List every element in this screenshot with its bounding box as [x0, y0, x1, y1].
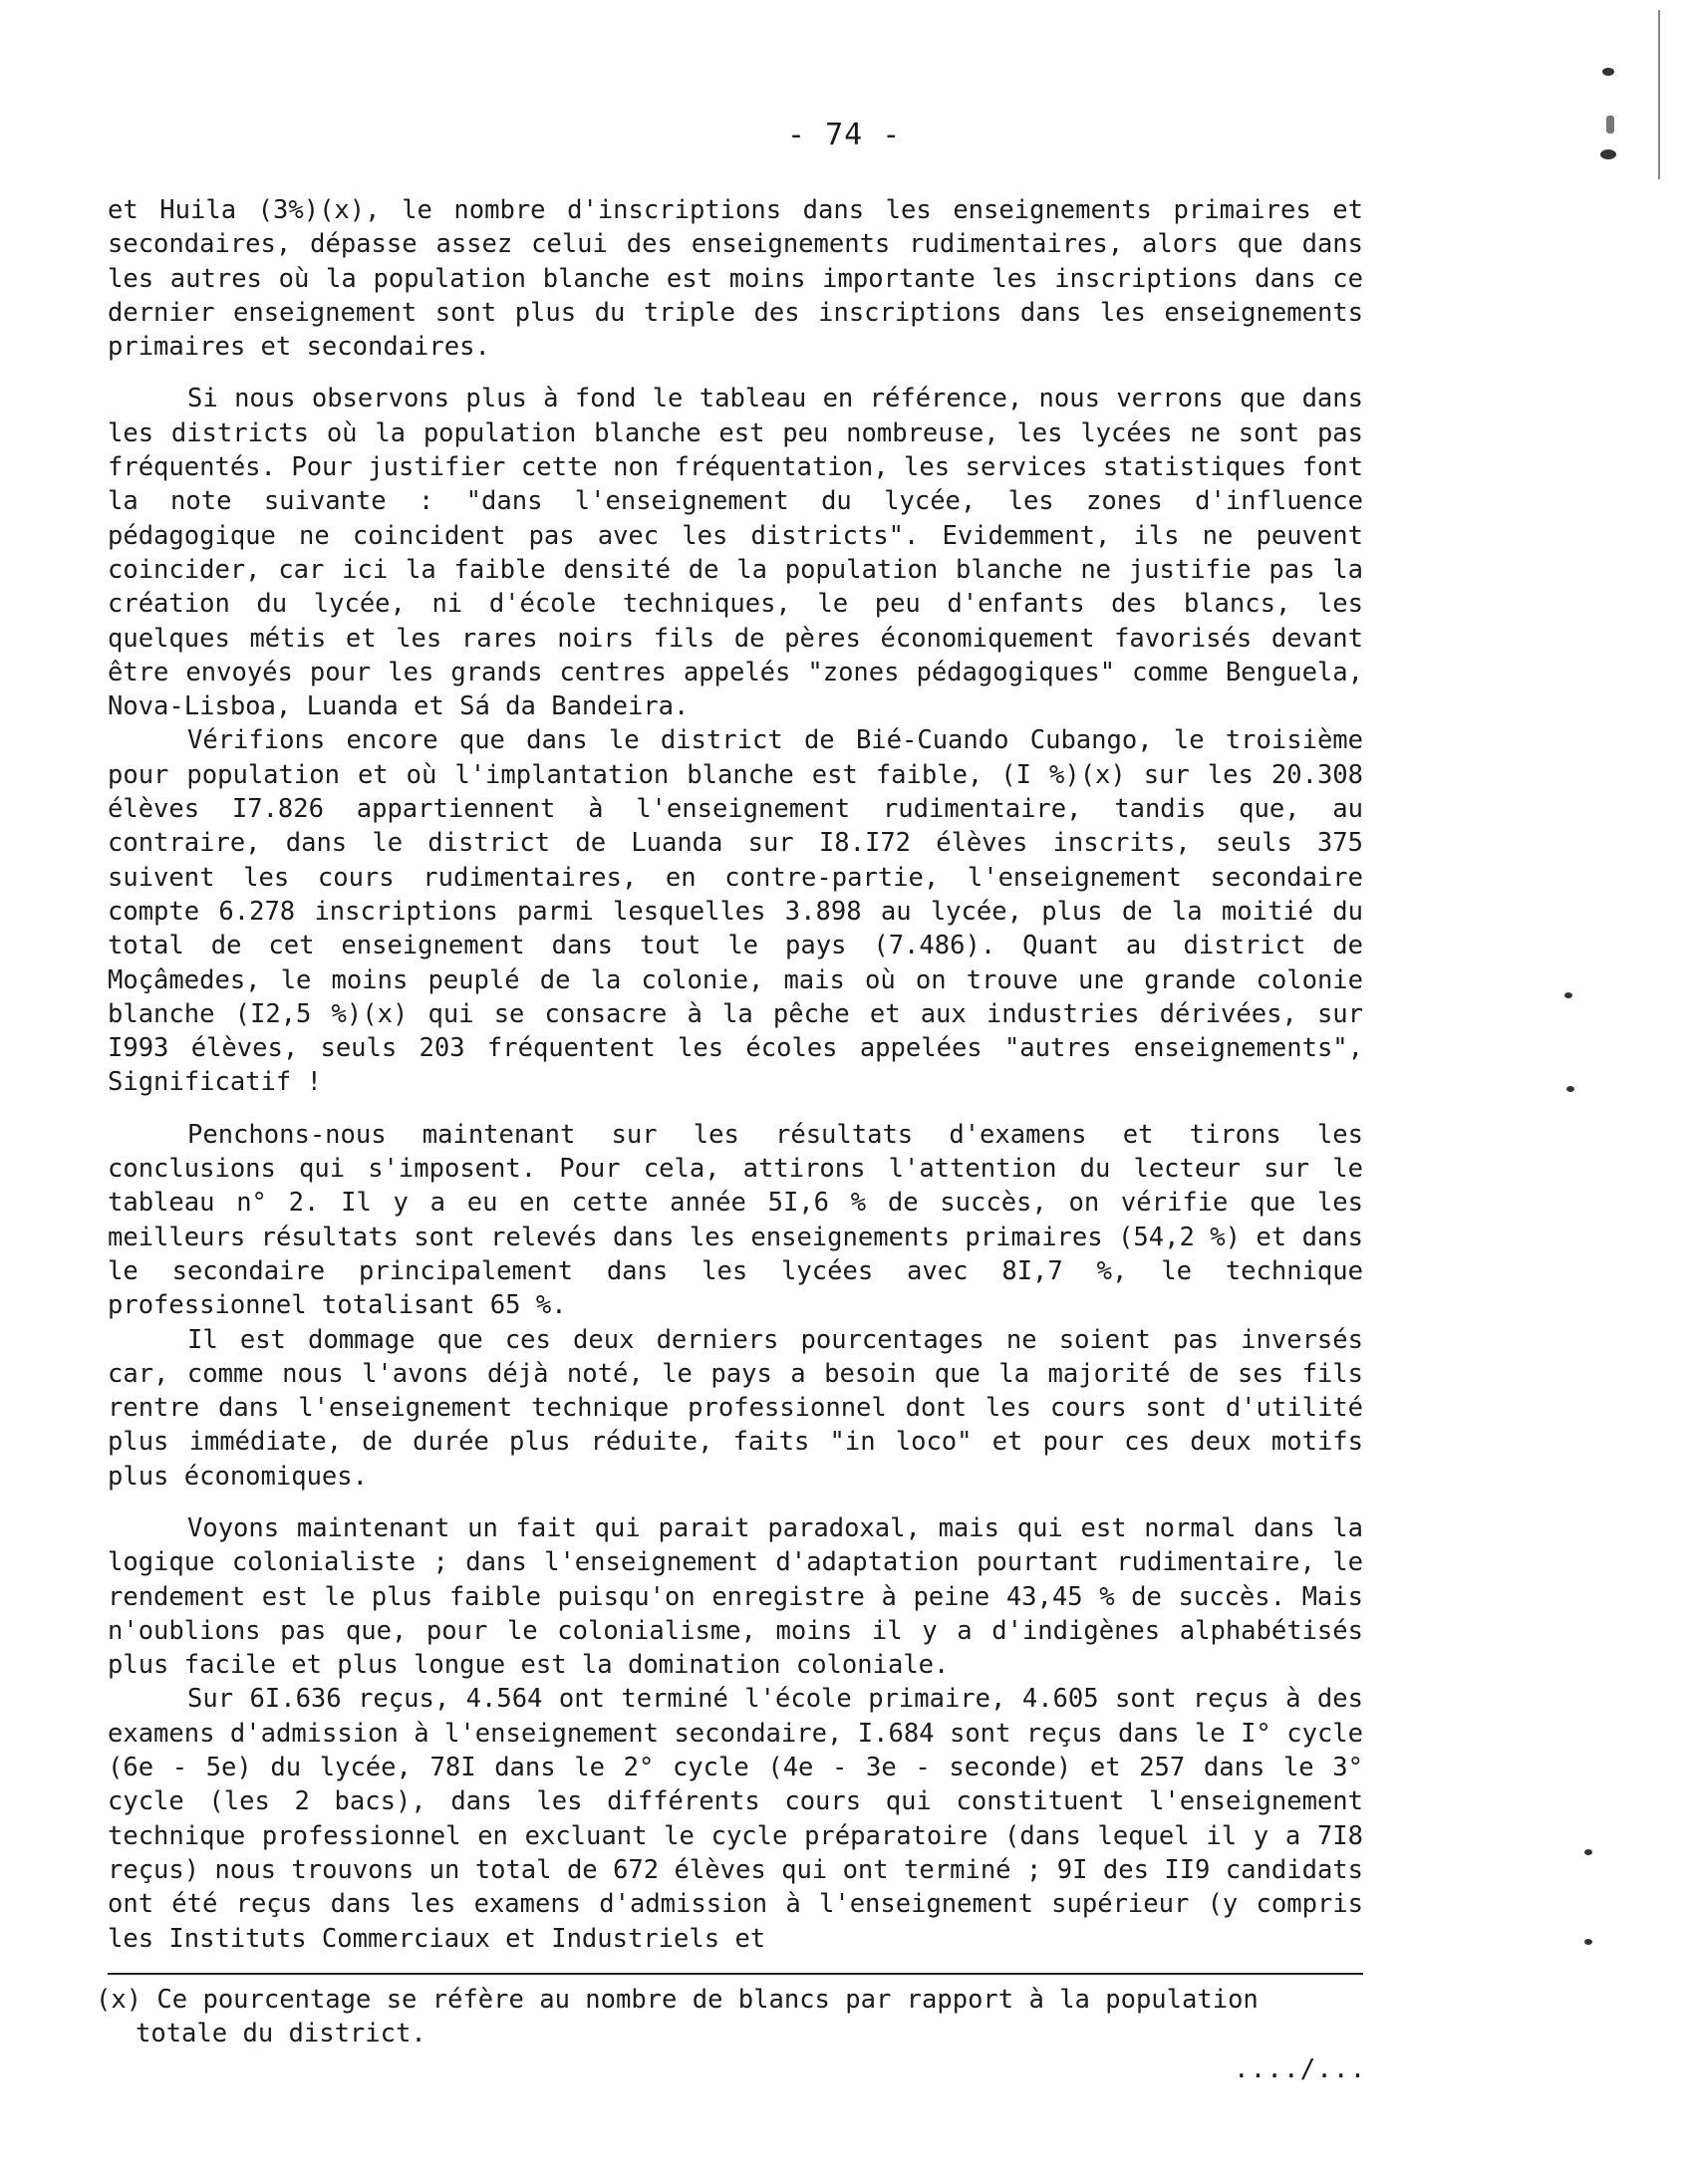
paragraph-huila-inscriptions: et Huila (3%)(x), le nombre d'inscriptions dans les enseignements primaires et secondaires, dépasse assez celui des enseignements rudimentaires, alors que dans les autres où la population blanche est moins importante les inscriptions dans ce dernier enseignement sont plus du triple des inscriptions dans les enseignements primaires et secondaires. [108, 195, 1363, 363]
paragraph-enseignement-adaptation: Voyons maintenant un fait qui parait paradoxal, mais qui est normal dans la logique colonialiste ; dans l'enseignement d'adaptation pourtant rudimentaire, le rendement est le plus faible puisqu'on enregistre à peine 43,45 % de succès. Mais n'oublions pas que, pour le colonialisme, moins il y a d'indigènes alphabétisés plus facile et plus longue est la domination coloniale. [108, 1512, 1363, 1681]
footnote-divider [108, 1973, 1363, 1975]
footnote-line-1: (x) Ce pourcentage se réfère au nombre de blancs par rapport à la population [96, 1985, 1259, 2015]
scan-speck [1602, 68, 1614, 76]
paragraph-bie-luanda-mocamedes: Vérifions encore que dans le district de Bié-Cuando Cubango, le troisième pour population et où l'implantation blanche est faible, (I %)(x) sur les 20.308 élèves I7.826 appartiennent à l'enseignement rudimentaire, tandis que, au contraire, dans le district de Luanda sur I8.I72 élèves inscrits, seuls 375 suivent les cours rudimentaires, en contre-partie, l'enseignement secondaire compte 6.278 inscriptions parmi lesquelles 3.898 au lycée, plus de la moitié du total de cet enseignement dans tout le pays (7.486). Quant au district de Moçâmedes, le moins peuplé de la colonie, mais où on trouve une grande colonie blanche (I2,5 %)(x) qui se consacre à la pêche et aux industries dérivées, sur I993 élèves, seuls 203 fréquentent les écoles appelées "autres enseignements", Significatif ! [108, 725, 1363, 1098]
scan-speck [1600, 149, 1616, 159]
paragraph-pourcentages-inverses: Il est dommage que ces deux derniers pourcentages ne soient pas inversés car, comme nous l'avons déjà noté, le pays a besoin que la majorité de ses fils rentre dans l'enseignement technique professionnel dont les cours sont d'utilité plus immédiate, de durée plus réduite, faits "in loco" et pour ces deux motifs plus économiques. [108, 1324, 1363, 1492]
scan-speck [1584, 1849, 1592, 1855]
scan-speck [1564, 992, 1572, 998]
scan-speck [1566, 1086, 1574, 1092]
page-number: - 74 - [787, 118, 902, 152]
scan-speck [1584, 1939, 1592, 1945]
footnote [96, 1983, 1363, 2050]
scan-edge-line [1658, 10, 1660, 179]
paragraph-recus-totaux: Sur 6I.636 reçus, 4.564 ont terminé l'école primaire, 4.605 sont reçus à des examens d'admission à l'enseignement secondaire, I.684 sont reçus dans le I° cycle (6e - 5e) du lycée, 78I dans le 2° cycle (4e - 3e - seconde) et 257 dans le 3° cycle (les 2 bacs), dans les différents cours qui constituent l'enseignement technique professionnel en excluant le cycle préparatoire (dans lequel il y a 7I8 reçus) nous trouvons un total de 672 élèves qui ont terminé ; 9I des II9 candidats ont été reçus dans les examens d'admission à l'enseignement supérieur (y compris les Instituts Commerciaux et Industriels et [108, 1684, 1363, 1954]
footnote-line-2: totale du district. [136, 2019, 426, 2048]
scan-speck [1606, 116, 1614, 134]
body-text [108, 193, 1363, 1956]
continuation-mark: ..../... [1234, 2054, 1367, 2084]
paragraph-lycees-frequentation: Si nous observons plus à fond le tableau en référence, nous verrons que dans les districts où la population blanche est peu nombreuse, les lycées ne sont pas fréquentés. Pour justifier cette non fréquentation, les services statistiques font la note suivante : "dans l'enseignement du lycée, les zones d'influence pédagogique ne coincident pas avec les districts". Evidemment, ils ne peuvent coincider, car ici la faible densité de la population blanche ne justifie pas la création du lycée, ni d'école techniques, le peu d'enfants des blancs, les quelques métis et les rares noirs fils de pères économiquement favorisés devant être envoyés pour les grands centres appelés "zones pédagogiques" comme Benguela, Nova-Lisboa, Luanda et Sá da Bandeira. [108, 384, 1363, 722]
paragraph-examens-resultats: Penchons-nous maintenant sur les résultats d'examens et tirons les conclusions qui s'imposent. Pour cela, attirons l'attention du lecteur sur le tableau n° 2. Il y a eu en cette année 5I,6 % de succès, on vérifie que les meilleurs résultats sont relevés dans les enseignements primaires (54,2 %) et dans le secondaire principalement dans les lycées avec 8I,7 %, le technique professionnel totalisant 65 %. [108, 1119, 1363, 1321]
